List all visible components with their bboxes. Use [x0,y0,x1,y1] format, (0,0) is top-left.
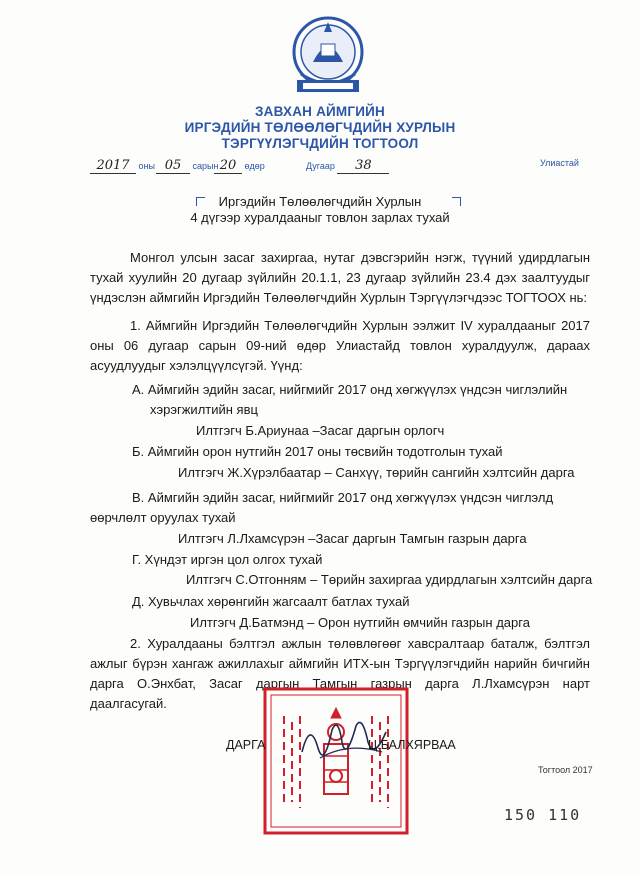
day-label: өдөр [244,161,265,171]
document-subject [0,194,640,226]
month-label: сарын [192,161,219,171]
year-label: оны [138,161,155,171]
document-number [306,158,389,174]
register-number: 150 110 [504,806,582,824]
city: Улиастай [540,158,579,168]
org-line-2: ИРГЭДИЙН ТӨЛӨӨЛӨГЧДИЙН ХУРЛЫН [184,120,456,135]
agenda-a-speaker: Илтгэгч Б.Ариунаа –Засаг даргын орлогч [196,423,445,438]
agenda-v-title-cont: өөрчлөлт оруулах тухай [90,510,236,525]
agenda-b-speaker: Илтгэгч Ж.Хүрэлбаатар – Санхүү, төрийн сангийн хэлтсийн дарга [178,465,575,480]
signatory-name: Ц.БАЛХЯРВАА [368,738,456,752]
organization-title [0,104,640,152]
day-value: 20 [214,158,242,174]
year-value: 2017 [90,158,136,174]
org-line-1: ЗАВХАН АЙМГИЙН [254,104,385,119]
state-emblem-icon [283,14,373,102]
date-day [214,158,265,174]
intro-paragraph: Монгол улсын засаг захиргаа, нутаг дэвсгэрийн нэгж, түүний удирдлагын тухай хуулийн 20 дугаар зүйлийн 20.1.1, 23 дугаар зүйлийн 23.4 дэх заалтуудыг үндэслэн аймгийн Иргэдийн Төлөөлөгчдийн Хурлын Тэргүүлэгчдээс ТОГТООХ нь: [90,250,590,305]
agenda-v-speaker: Илтгэгч Л.Лхамсүрэн –Засаг даргын Тамгын газрын дарга [178,531,527,546]
subject-line-2: 4 дүгээр хуралдааныг товлон зарлах тухай [190,210,450,225]
number-value: 38 [337,158,389,174]
footer-code: Тогтоол 2017 [538,765,593,775]
agenda-b-title: Б. Аймгийн орон нутгийн 2017 оны төсвийн тодотголын тухай [132,444,503,459]
org-line-3: ТЭРГҮҮЛЭГЧДИЙН ТОГТООЛ [221,136,419,151]
agenda-g-title: Г. Хүндэт иргэн цол олгох тухай [132,552,323,567]
agenda-d-speaker: Илтгэгч Д.Батмэнд – Орон нутгийн өмчийн газрын дарга [190,615,530,630]
date-month [156,158,218,174]
agenda-v-title: В. Аймгийн эдийн засаг, нийгмийг 2017 онд хөгжүүлэх үндсэн чиглэлд [132,490,554,505]
subject-line-1: Иргэдийн Төлөөлөгчдийн Хурлын [218,194,422,209]
date-year [90,158,155,174]
item-1-paragraph: 1. Аймгийн Иргэдийн Төлөөлөгчдийн Хурлын ээлжит IV хуралдааныг 2017 оны 06 дугаар сарын 09-ний өдөр Улиастайд товлон хуралдуулж, дараах асуудлуудыг хэлэлцүүлсүгэй. Үүнд: [90,318,590,373]
number-label: Дугаар [306,161,335,171]
agenda-a-title-cont: хэрэгжилтийн явц [150,402,258,417]
agenda-a-title: А. Аймгийн эдийн засаг, нийгмийг 2017 онд хөгжүүлэх үндсэн чиглэлийн [132,382,568,397]
month-value: 05 [156,158,190,174]
signatory-title: ДАРГА [226,738,266,752]
item-2-paragraph: 2. Хуралдааны бэлтгэл ажлын төлөвлөгөөг хавсралтаар баталж, бэлтгэл ажлыг бүрэн хангаж ажиллахыг аймгийн ИТХ-ын Тэргүүлэгчдийн нарийн бичгийн дарга О.Энхбат, Засаг даргын Тамгын газрын дарга Л.Лхамсүрэн нарт даалгасугай. [90,636,590,711]
agenda-d-title: Д. Хувьчлах хөрөнгийн жагсаалт батлах тухай [132,594,410,609]
agenda-g-speaker: Илтгэгч С.Отгонням – Төрийн захиргаа удирдлагын хэлтсийн дарга [186,572,593,587]
